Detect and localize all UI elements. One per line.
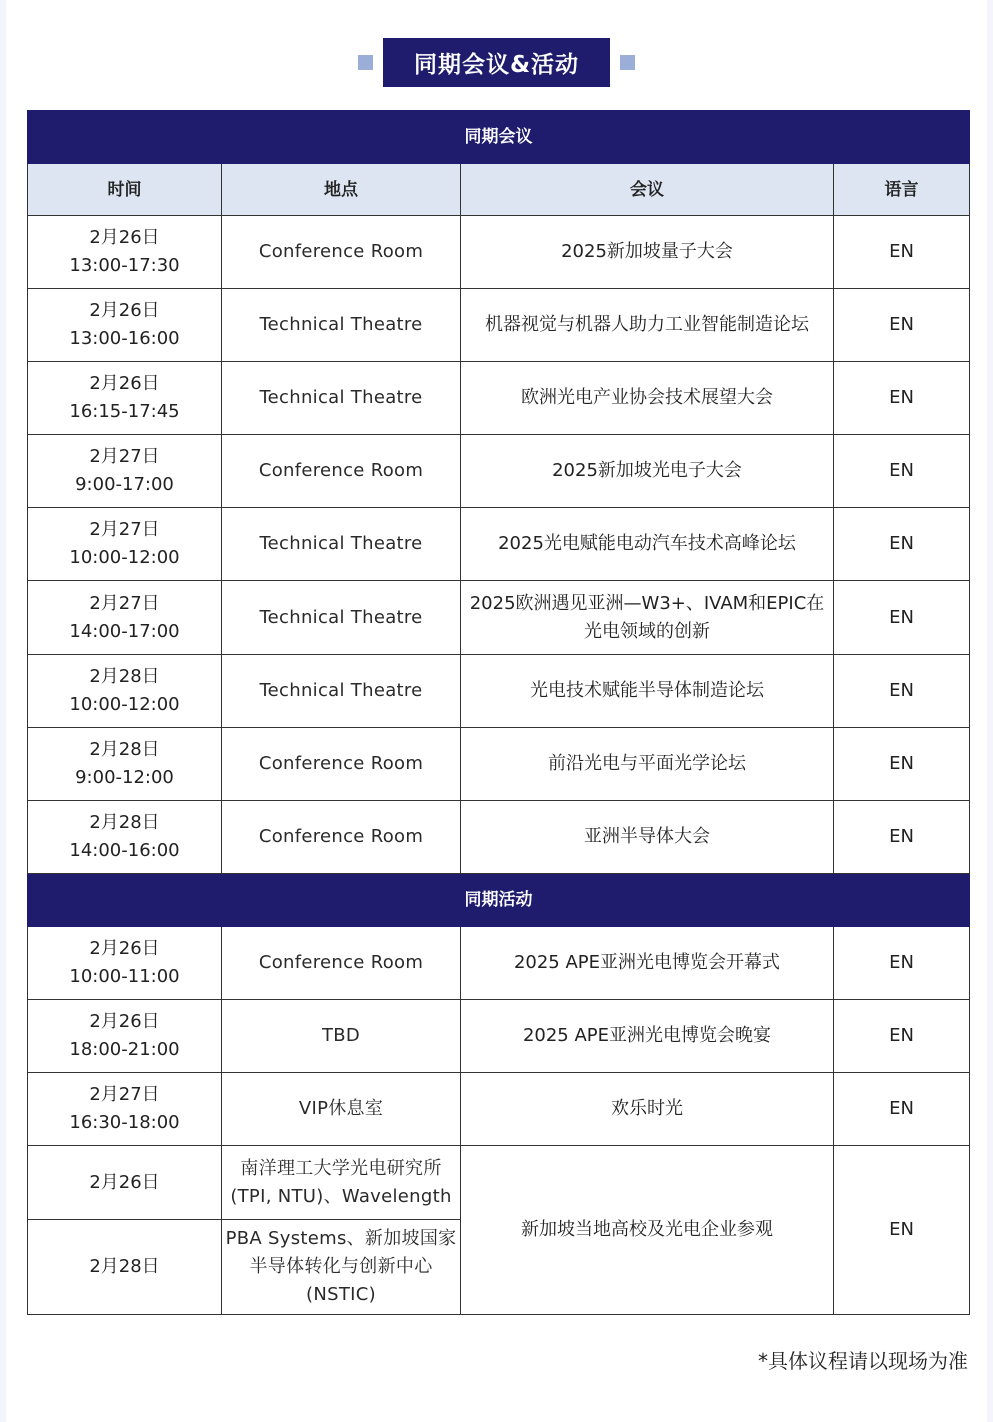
time-text: 14:00-16:00 [69,840,180,861]
cell-location: VIP休息室 [222,1073,461,1146]
section-title: 同期活动 [28,874,970,927]
cell-time [28,1000,222,1073]
decor-square-right [620,55,635,70]
cell-location: Conference Room [222,927,461,1000]
cell-meeting: 2025新加坡光电子大会 [461,435,834,508]
cell-location: Technical Theatre [222,655,461,728]
date-text: 2月26日 [89,227,160,248]
time-text: 13:00-16:00 [69,328,180,349]
table-row [28,289,970,362]
table-row [28,1146,970,1220]
cell-location: TBD [222,1000,461,1073]
date-text: 2月28日 [89,739,160,760]
cell-meeting: 2025 APE亚洲光电博览会晚宴 [461,1000,834,1073]
time-text: 10:00-12:00 [69,547,180,568]
cell-time: 2月28日 [28,1220,222,1315]
date-text: 2月27日 [89,1084,160,1105]
cell-location: Conference Room [222,216,461,289]
location-line: (TPI, NTU)、Wavelength [230,1185,452,1207]
cell-meeting: 2025 APE亚洲光电博览会开幕式 [461,927,834,1000]
footnote: *具体议程请以现场为准 [758,1349,968,1373]
cell-time [28,581,222,655]
location-line: 南洋理工大学光电研究所 [240,1157,442,1179]
table-row [28,362,970,435]
cell-meeting: 欢乐时光 [461,1073,834,1146]
cell-time [28,655,222,728]
time-text: 14:00-17:00 [69,620,180,642]
cell-time [28,801,222,874]
cell-location: Technical Theatre [222,581,461,655]
cell-location [222,1146,461,1220]
cell-time [28,728,222,801]
date-text: 2月28日 [89,812,160,833]
cell-language: EN [834,289,970,362]
table-row [28,508,970,581]
cell-language: EN [834,728,970,801]
date-text: 2月28日 [89,666,160,687]
cell-location [222,1220,461,1315]
cell-meeting: 光电技术赋能半导体制造论坛 [461,655,834,728]
location-line: (NSTIC) [306,1284,376,1305]
cell-language: EN [834,216,970,289]
cell-language: EN [834,1073,970,1146]
table-row [28,1073,970,1146]
cell-language: EN [834,1000,970,1073]
date-text: 2月27日 [89,592,160,614]
cell-location: Technical Theatre [222,362,461,435]
cell-meeting: 新加坡当地高校及光电企业参观 [461,1146,834,1315]
cell-time [28,216,222,289]
table-row [28,1000,970,1073]
page-header [0,38,993,87]
location-line: PBA Systems、新加坡国家 [225,1228,457,1249]
table-row [28,927,970,1000]
cell-time [28,508,222,581]
cell-language: EN [834,435,970,508]
cell-time [28,1073,222,1146]
cell-time [28,289,222,362]
time-text: 13:00-17:30 [69,255,180,276]
cell-time [28,927,222,1000]
time-text: 10:00-12:00 [69,694,180,715]
location-line: 半导体转化与创新中心 [249,1256,433,1277]
time-text: 9:00-12:00 [75,767,174,788]
column-header-meeting: 会议 [461,164,834,216]
table-row [28,435,970,508]
table-row [28,581,970,655]
cell-location: Conference Room [222,435,461,508]
table-row [28,216,970,289]
table-row [28,655,970,728]
cell-time [28,435,222,508]
cell-language: EN [834,362,970,435]
cell-meeting: 欧洲光电产业协会技术展望大会 [461,362,834,435]
cell-language: EN [834,801,970,874]
cell-language: EN [834,581,970,655]
date-text: 2月27日 [89,519,160,540]
cell-time [28,362,222,435]
decor-square-left [358,55,373,70]
time-text: 16:15-17:45 [69,401,180,422]
schedule-table [27,110,970,1315]
time-text: 16:30-18:00 [69,1112,180,1133]
cell-meeting: 2025光电赋能电动汽车技术高峰论坛 [461,508,834,581]
date-text: 2月27日 [89,446,160,467]
cell-location: Technical Theatre [222,289,461,362]
section-header-meetings [28,111,970,164]
page-title: 同期会议&活动 [383,38,610,87]
cell-meeting: 亚洲半导体大会 [461,801,834,874]
section-title: 同期会议 [28,111,970,164]
cell-language: EN [834,508,970,581]
date-text: 2月26日 [89,938,160,959]
column-header-row [28,164,970,216]
cell-time: 2月26日 [28,1146,222,1220]
table-row [28,728,970,801]
time-text: 9:00-17:00 [75,474,174,495]
cell-location: Conference Room [222,801,461,874]
column-header-language: 语言 [834,164,970,216]
column-header-location: 地点 [222,164,461,216]
cell-location: Conference Room [222,728,461,801]
time-text: 10:00-11:00 [69,966,180,987]
cell-meeting: 机器视觉与机器人助力工业智能制造论坛 [461,289,834,362]
date-text: 2月26日 [89,1011,160,1032]
table-row [28,801,970,874]
cell-language: EN [834,927,970,1000]
date-text: 2月26日 [89,300,160,321]
cell-meeting: 2025欧洲遇见亚洲—W3+、IVAM和EPIC在光电领域的创新 [461,581,834,655]
cell-meeting: 前沿光电与平面光学论坛 [461,728,834,801]
cell-location: Technical Theatre [222,508,461,581]
section-header-events [28,874,970,927]
time-text: 18:00-21:00 [69,1039,180,1060]
cell-language: EN [834,655,970,728]
cell-meeting: 2025新加坡量子大会 [461,216,834,289]
cell-language: EN [834,1146,970,1315]
date-text: 2月26日 [89,373,160,394]
column-header-time: 时间 [28,164,222,216]
